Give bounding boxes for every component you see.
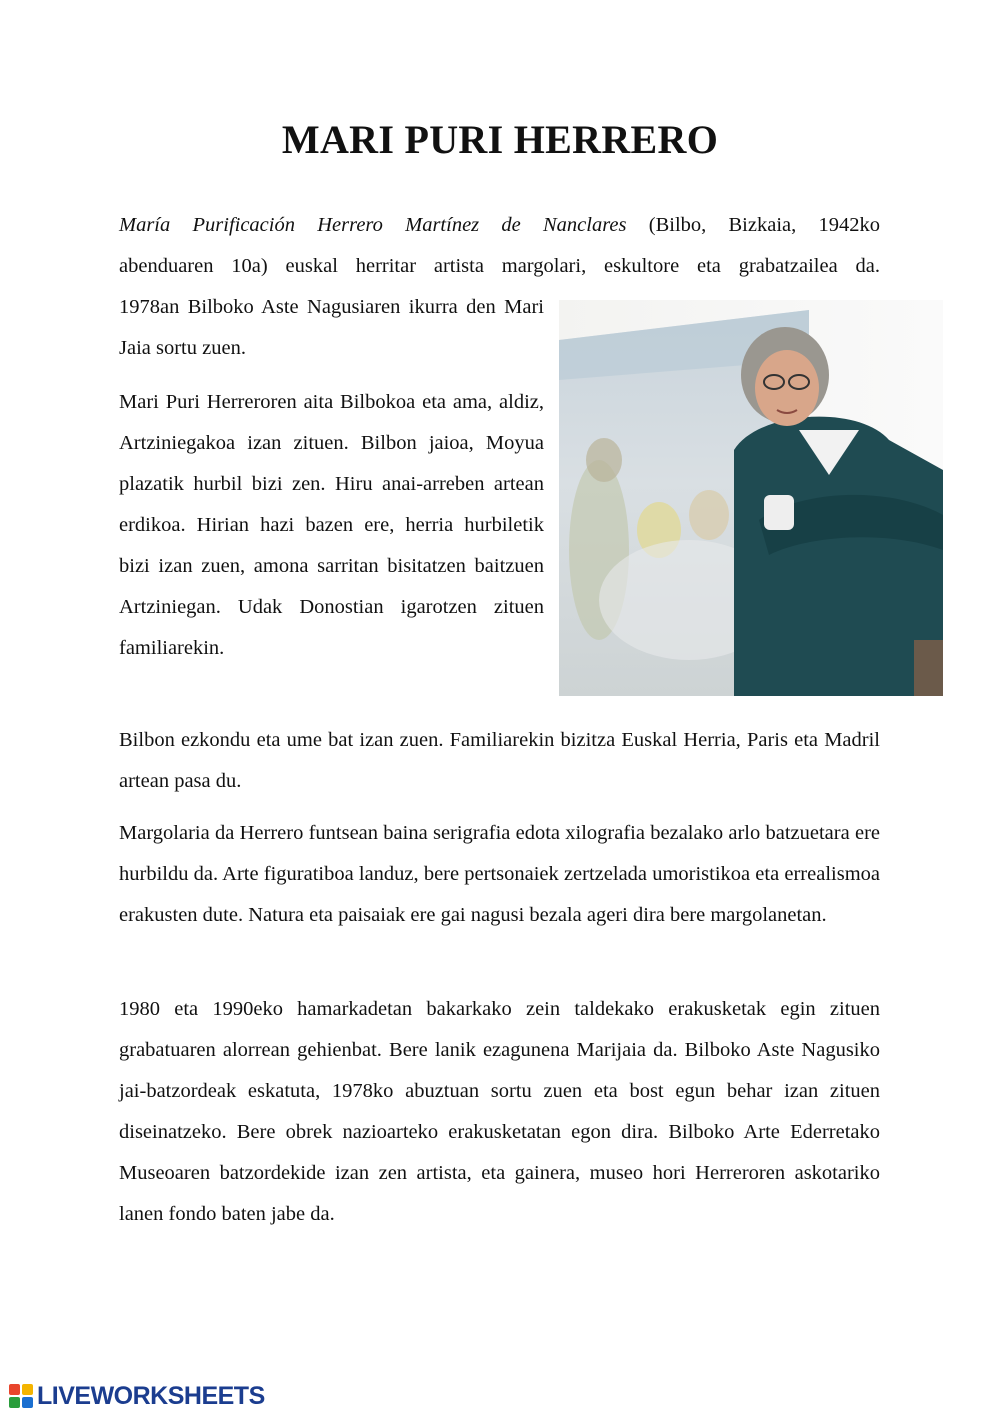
intro-line-1 bbox=[119, 205, 880, 246]
intro-line-2: abenduaren 10a) euskal herritar artista margolari, eskultore eta grabatzailea da. bbox=[119, 255, 880, 277]
portrait-photo-icon bbox=[559, 300, 943, 696]
paragraph-marriage: Bilbon ezkondu eta ume bat izan zuen. Familiarekin bizitza Euskal Herria, Paris eta Madril artean pasa du. bbox=[119, 729, 880, 792]
artist-photo bbox=[559, 300, 943, 696]
page-title: MARI PURI HERRERO bbox=[281, 117, 719, 162]
full-name: María Purificación Herrero Martínez de Nanclares bbox=[119, 214, 627, 236]
paragraph-career: 1980 eta 1990eko hamarkadetan bakarkako zein taldekako erakusketak egin zituen grabatuaren alorrean gehienbat. Bere lanik ezagunena Marijaia da. Bilboko Aste Nagusiko jai-batzordeak eskatuta, 1978ko abuztuan sortu zuen eta bost egun behar izan zituen diseinatzeko. Bere obrek nazioarteko erakusketatan egon dira. Bilboko Arte Ederretako Museoaren batzordekide izan zen artista, eta gainera, museo hori Herreroren askotariko lanen fondo baten jabe da. bbox=[119, 998, 880, 1225]
paragraph-family: Mari Puri Herreroren aita Bilbokoa eta ama, aldiz, Artziniegakoa izan zituen. Bilbon jaioa, Moyua plazatik hurbil bizi zen. Hiru anai-arreben artean erdikoa. Hirian hazi bazen ere, herria hurbiletik bizi izan zuen, amona sarritan bisitatzen baitzuen Artziniegan. Udak Donostian igarotzen zituen familiarekin. bbox=[119, 391, 544, 659]
liveworksheets-logo-icon bbox=[8, 1383, 34, 1409]
paragraph-technique: Margolaria da Herrero funtsean baina serigrafia edota xilografia bezalako arlo batzuetara ere hurbildu da. Arte figuratiboa landuz, bere pertsonaiek zertzelada umoristikoa eta errealismoa erakusten dute. Natura eta paisaiak ere gai nagusi bezala ageri dira bere margolanetan. bbox=[119, 822, 880, 926]
intro-line-3: 1978an Bilboko Aste Nagusiaren ikurra den Mari Jaia sortu zuen. bbox=[119, 296, 544, 359]
birth-info: (Bilbo, Bizkaia, 1942ko bbox=[626, 214, 880, 236]
logo-text: LIVEWORKSHEETS bbox=[37, 1381, 265, 1410]
liveworksheets-logo bbox=[8, 1380, 265, 1412]
